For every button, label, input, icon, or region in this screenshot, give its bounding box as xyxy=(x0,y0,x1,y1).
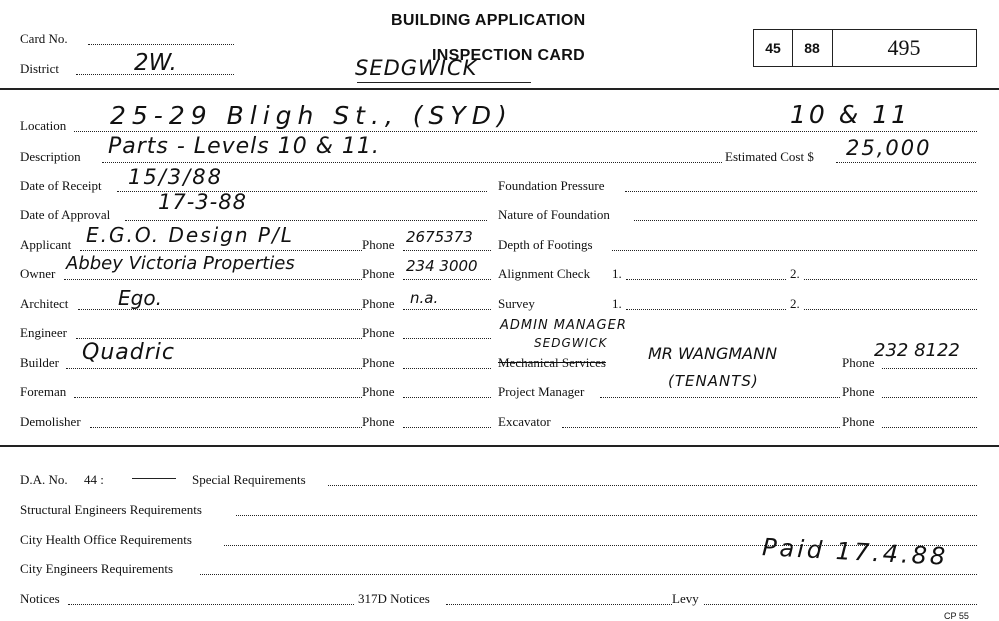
applicant-phone-label: Phone xyxy=(362,237,395,252)
nature-foundation-label: Nature of Foundation xyxy=(498,207,610,222)
survey-2-line xyxy=(804,309,977,310)
alignment-label: Alignment Check xyxy=(498,266,591,281)
owner-phone-value: 234 3000 xyxy=(406,257,478,275)
alignment-2-label: 2. xyxy=(790,266,800,281)
excavator-phone-label: Phone xyxy=(842,414,875,429)
excavator-label: Excavator xyxy=(498,414,551,429)
date-approval-label: Date of Approval xyxy=(20,207,111,222)
nature-foundation-line xyxy=(634,220,977,221)
project-manager-line xyxy=(600,397,840,398)
owner-phone-label: Phone xyxy=(362,266,395,281)
header-rule xyxy=(0,88,999,90)
project-manager-phone-line xyxy=(882,397,977,398)
alignment-1-line xyxy=(626,279,786,280)
mech-note-line1: ADMIN MANAGER xyxy=(500,318,627,333)
da-value: 44 : xyxy=(84,472,104,487)
mech-value: MR WANGMANN xyxy=(648,344,778,363)
city-engineers-line xyxy=(200,574,977,575)
excavator-phone-line xyxy=(882,427,977,428)
foreman-line xyxy=(74,397,362,398)
applicant-value: E.G.O. Design P/L xyxy=(86,223,294,247)
engineer-phone-line xyxy=(403,338,491,339)
owner-phone-line xyxy=(403,279,491,280)
location-value-right: 10 & 11 xyxy=(790,100,911,129)
structural-line xyxy=(236,515,977,516)
applicant-label: Applicant xyxy=(20,237,72,252)
alignment-2-line xyxy=(804,279,977,280)
box-b: 88 xyxy=(804,40,820,56)
description-line xyxy=(102,162,722,163)
builder-label: Builder xyxy=(20,355,59,370)
da-label: D.A. No. xyxy=(20,472,68,487)
demolisher-line xyxy=(90,427,362,428)
district-label: District xyxy=(20,61,59,76)
excavator-line xyxy=(562,427,840,428)
box-a: 45 xyxy=(765,40,781,56)
demolisher-phone-label: Phone xyxy=(362,414,395,429)
special-requirements-line xyxy=(328,485,977,486)
health-label: City Health Office Requirements xyxy=(20,532,192,547)
owner-line xyxy=(64,279,362,280)
foreman-phone-line xyxy=(403,397,491,398)
engineer-phone-label: Phone xyxy=(362,325,395,340)
date-approval-line xyxy=(125,220,487,221)
mech-note-line2: SEDGWICK xyxy=(534,336,608,350)
foreman-phone-label: Phone xyxy=(362,384,395,399)
levy-line xyxy=(704,604,977,605)
levy-label: Levy xyxy=(672,591,699,606)
card-title-line1: BUILDING APPLICATION xyxy=(391,12,586,29)
estimated-cost-line xyxy=(836,162,976,163)
notices-317d-label: 317D Notices xyxy=(358,591,430,606)
depth-footings-line xyxy=(612,250,977,251)
mech-phone-label: Phone xyxy=(842,355,875,370)
owner-label: Owner xyxy=(20,266,56,281)
builder-value: Quadric xyxy=(82,340,175,365)
notices-317d-line xyxy=(446,604,672,605)
district-name-underline xyxy=(357,82,531,83)
estimated-cost-label: Estimated Cost $ xyxy=(725,149,814,164)
foreman-label: Foreman xyxy=(20,384,67,399)
builder-phone-label: Phone xyxy=(362,355,395,370)
description-label: Description xyxy=(20,149,81,164)
demolisher-label: Demolisher xyxy=(20,414,81,429)
da-dash xyxy=(132,478,176,479)
applicant-line xyxy=(80,250,362,251)
notices-line xyxy=(68,604,354,605)
mech-phone-line xyxy=(882,368,977,369)
description-value: Parts - Levels 10 & 11. xyxy=(108,134,380,159)
survey-1-label: 1. xyxy=(612,296,622,311)
project-manager-phone-label: Phone xyxy=(842,384,875,399)
notices-label: Notices xyxy=(20,591,60,606)
survey-label: Survey xyxy=(498,296,535,311)
structural-label: Structural Engineers Requirements xyxy=(20,502,202,517)
owner-value: Abbey Victoria Properties xyxy=(66,253,295,274)
date-approval-value: 17-3-88 xyxy=(158,190,247,214)
alignment-1-label: 1. xyxy=(612,266,622,281)
requirements-rule xyxy=(0,445,999,447)
survey-1-line xyxy=(626,309,786,310)
date-receipt-value: 15/3/88 xyxy=(128,165,223,189)
city-engineers-value: Paid 17.4.88 xyxy=(761,533,949,571)
architect-phone-label: Phone xyxy=(362,296,395,311)
engineer-label: Engineer xyxy=(20,325,67,340)
architect-label: Architect xyxy=(20,296,69,311)
location-line xyxy=(74,131,977,132)
architect-phone-value: n.a. xyxy=(410,289,439,307)
builder-phone-line xyxy=(403,368,491,369)
applicant-phone-line xyxy=(403,250,491,251)
project-manager-label: Project Manager xyxy=(498,384,585,399)
applicant-phone-value: 2675373 xyxy=(406,228,473,246)
project-manager-value: (TENANTS) xyxy=(668,372,759,390)
date-receipt-label: Date of Receipt xyxy=(20,178,102,193)
foundation-pressure-line xyxy=(625,191,977,192)
location-value: 25-29 Bligh St., (SYD) xyxy=(110,101,513,130)
mech-services-label: Mechanical Services xyxy=(498,355,606,370)
demolisher-phone-line xyxy=(403,427,491,428)
district-value: 2W. xyxy=(134,50,177,76)
depth-footings-label: Depth of Footings xyxy=(498,237,593,252)
district-name-value: SEDGWICK xyxy=(355,56,478,80)
estimated-cost-value: 25,000 xyxy=(846,136,932,160)
card-title-line2: INSPECTION CARD xyxy=(432,47,585,64)
card-number-box xyxy=(753,29,977,67)
mech-phone-value: 232 8122 xyxy=(874,340,960,361)
location-label: Location xyxy=(20,118,67,133)
card-no-line xyxy=(88,44,234,45)
box-number: 495 xyxy=(887,35,921,60)
foundation-pressure-label: Foundation Pressure xyxy=(498,178,605,193)
builder-line xyxy=(66,368,362,369)
survey-2-label: 2. xyxy=(790,296,800,311)
architect-value: Ego. xyxy=(118,286,162,310)
city-engineers-label: City Engineers Requirements xyxy=(20,561,174,576)
form-code: CP 55 xyxy=(944,611,969,621)
engineer-line xyxy=(76,338,362,339)
special-requirements-label: Special Requirements xyxy=(192,472,306,487)
architect-phone-line xyxy=(403,309,491,310)
card-no-label: Card No. xyxy=(20,31,68,46)
